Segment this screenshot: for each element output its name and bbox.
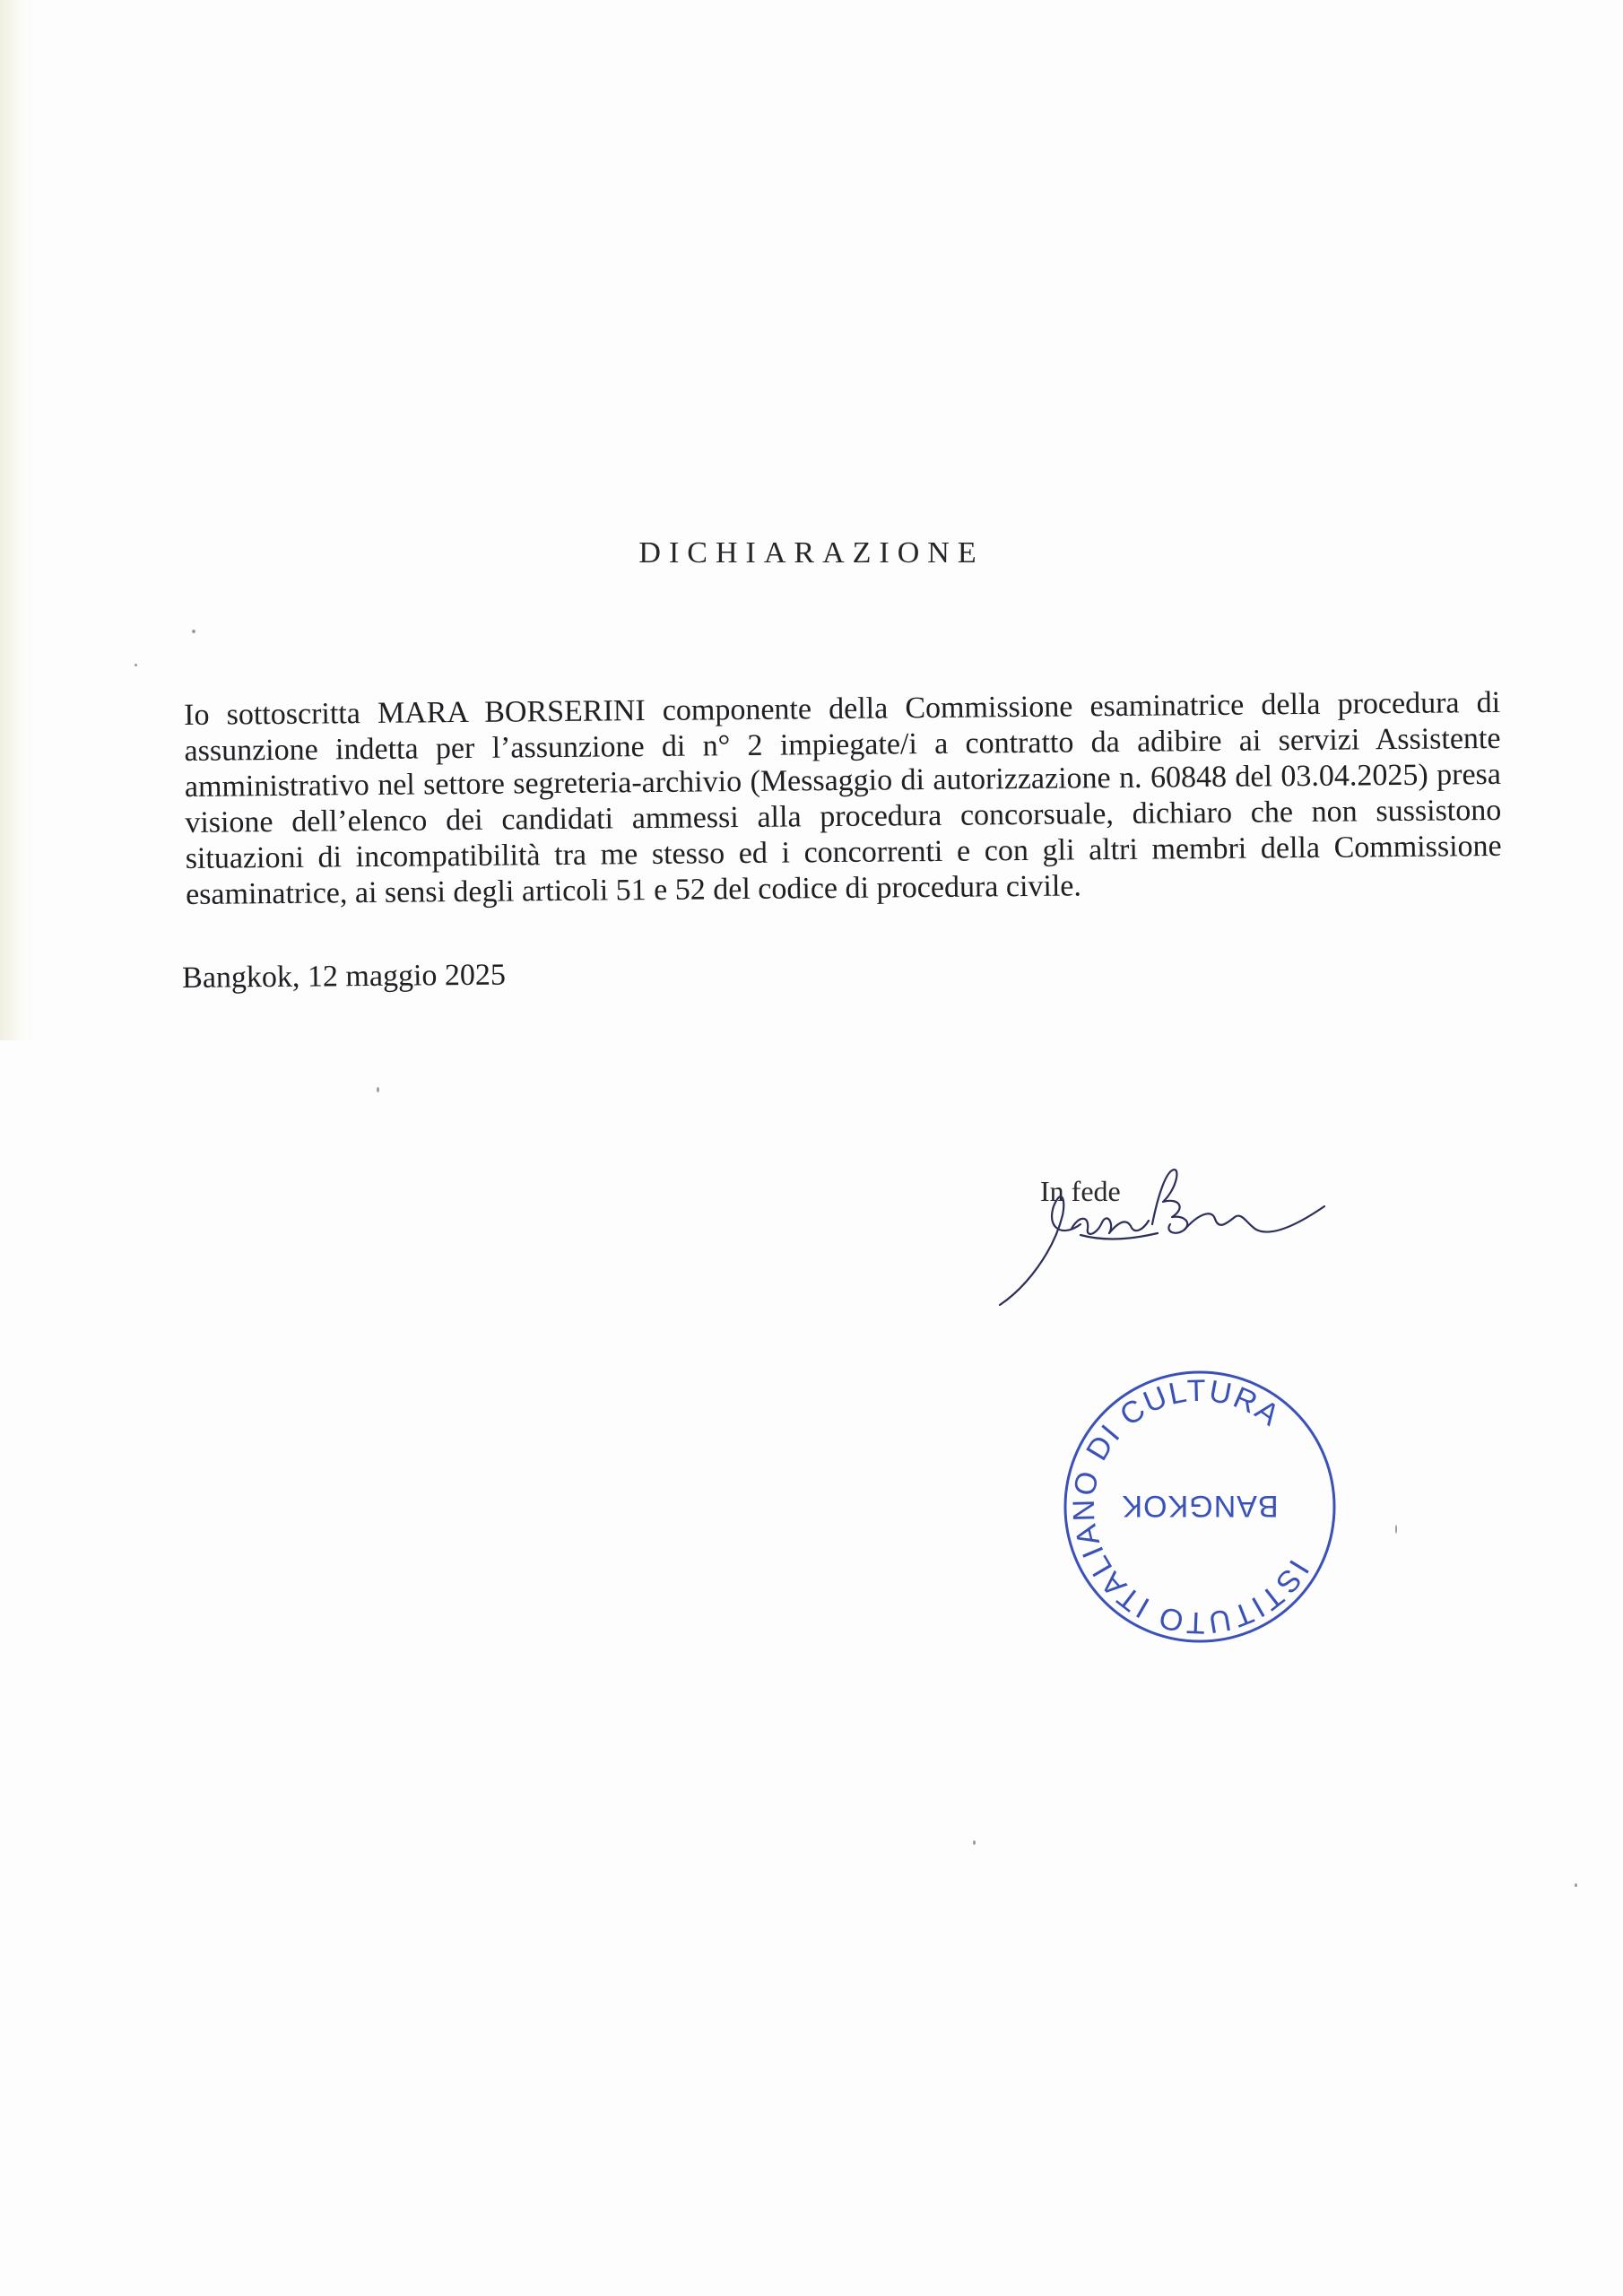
scan-speck: [973, 1840, 976, 1845]
signature-stroke-letters: [1072, 1218, 1149, 1234]
scan-edge-shadow: [0, 0, 36, 1040]
declaration-body: Io sottoscritta MARA BORSERINI componente della Commissione esaminatrice della procedura di assunzione indetta per l’assunzione di n° 2 impiegate/i a contratto da adibire ai servizi Assistente amministrativo nel settore segreteria-archivio (Messaggio di autorizzazione n. 60848 del 03.04.2025) presa visione dell’elenco dei candidati ammessi alla procedura concorsuale, dichiaro che non sussistono situazioni di incompatibilità tra me stesso ed i concorrenti e con gli altri membri della Commissione esaminatrice, ai sensi degli articoli 51 e 52 del codice di procedura civile.: [184, 685, 1502, 911]
signature-stroke-b: [1152, 1170, 1187, 1233]
scan-speck: [1395, 1525, 1397, 1534]
scan-speck: [192, 630, 195, 633]
institute-stamp: [1047, 1354, 1352, 1659]
scan-speck: [1575, 1883, 1577, 1887]
scan-speck: [377, 1087, 379, 1092]
signature-stroke-loop: [1000, 1196, 1081, 1305]
closing-phrase: In fede: [1040, 1175, 1121, 1207]
stamp-outer-text: ISTITUTO ITALIANO DI CULTURA: [1066, 1373, 1316, 1640]
signature-stroke-tail: [1185, 1206, 1324, 1231]
document-title: DICHIARAZIONE: [638, 536, 985, 570]
scan-speck: [135, 664, 137, 666]
place-date: Bangkok, 12 maggio 2025: [182, 958, 507, 995]
stamp-center-text: BANGKOK: [1121, 1489, 1279, 1523]
handwritten-signature: [973, 1152, 1350, 1314]
